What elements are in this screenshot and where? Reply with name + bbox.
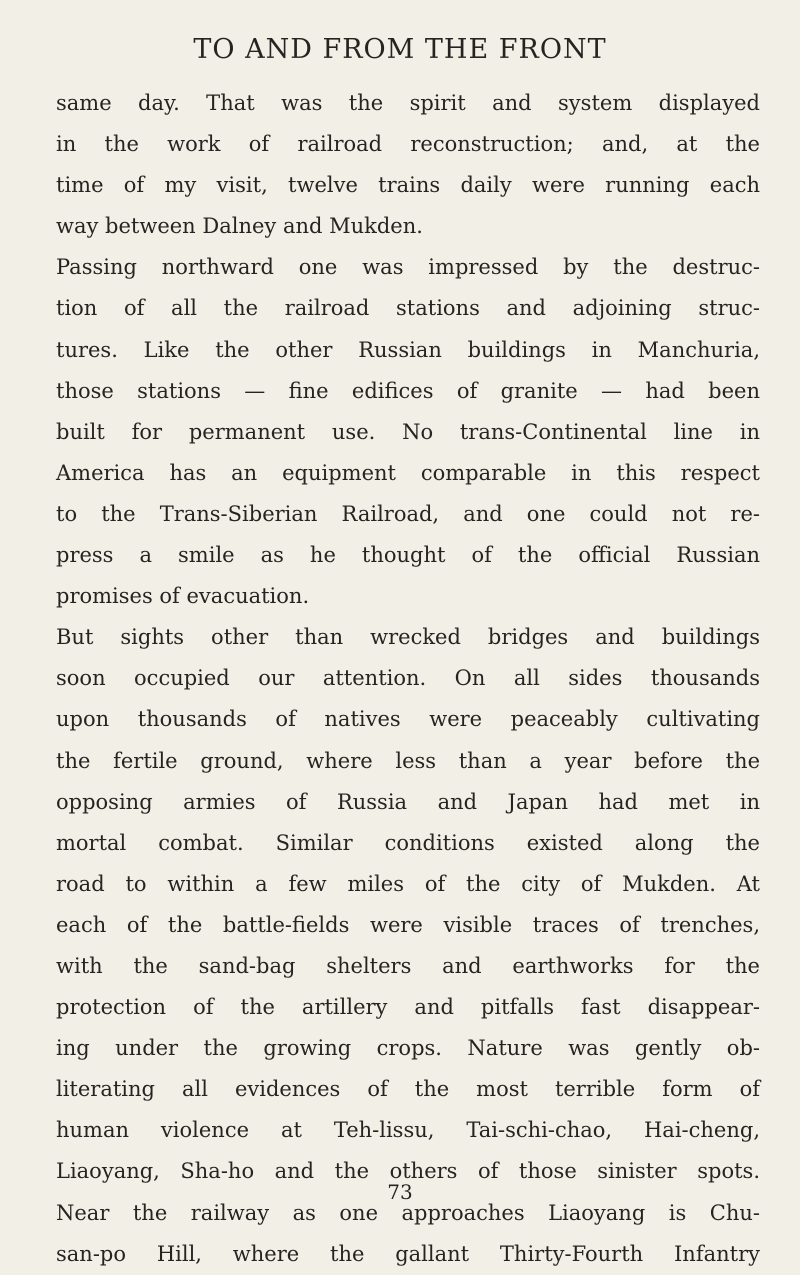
running-head: TO AND FROM THE FRONT — [193, 34, 607, 65]
text-line: ing under the growing crops. Nature was gently ob- — [56, 1036, 760, 1061]
text-line: san-po Hill, where the gallant Thirty-Fourth Infantry — [56, 1241, 760, 1266]
text-line: tures. Like the other Russian buildings in Manchuria, — [56, 337, 760, 362]
text-line: Liaoyang, Sha-ho and the others of those sinister spots. — [56, 1159, 760, 1184]
text-line: human violence at Teh-lissu, Tai-schi-chao, Hai-cheng, — [56, 1118, 760, 1143]
text-line: upon thousands of natives were peaceably cultivating — [56, 707, 760, 732]
text-line: tion of all the railroad stations and adjoining struc- — [56, 296, 760, 321]
text-line: way between Dalney and Mukden. — [56, 214, 423, 239]
text-line: protection of the artillery and pitfalls fast disappear- — [56, 995, 760, 1020]
text-line: But sights other than wrecked bridges and buildings — [56, 625, 760, 650]
text-line: literating all evidences of the most terrible form of — [56, 1077, 760, 1102]
text-line: promises of evacuation. — [56, 584, 310, 609]
text-line: Passing northward one was impressed by the destruc- — [56, 255, 760, 280]
text-line: to the Trans-Siberian Railroad, and one could not re- — [56, 501, 760, 526]
text-line: built for permanent use. No trans-Continental line in — [56, 419, 760, 444]
text-line: mortal combat. Similar conditions existed along the — [56, 830, 760, 855]
text-line: road to within a few miles of the city of Mukden. At — [56, 871, 760, 896]
text-line: the fertile ground, where less than a year before the — [56, 748, 760, 773]
text-line: those stations — fine edifices of granite — had been — [56, 378, 760, 403]
text-line: time of my visit, twelve trains daily were running each — [56, 173, 760, 198]
body-text — [56, 83, 760, 1275]
text-line: soon occupied our attention. On all sides thousands — [56, 666, 760, 691]
text-line: with the sand-bag shelters and earthworks for the — [56, 953, 760, 978]
text-line: each of the battle-fields were visible traces of trenches, — [56, 912, 760, 937]
page-number: 73 — [387, 1180, 413, 1204]
text-line: Near the railway as one approaches Liaoyang is Chu- — [56, 1200, 760, 1225]
text-line: America has an equipment comparable in this respect — [56, 460, 760, 485]
text-line: in the work of railroad reconstruction; and, at the — [56, 132, 760, 157]
text-line: same day. That was the spirit and system displayed — [56, 91, 760, 115]
text-line: opposing armies of Russia and Japan had met in — [56, 789, 760, 814]
text-line: press a smile as he thought of the official Russian — [56, 543, 760, 568]
